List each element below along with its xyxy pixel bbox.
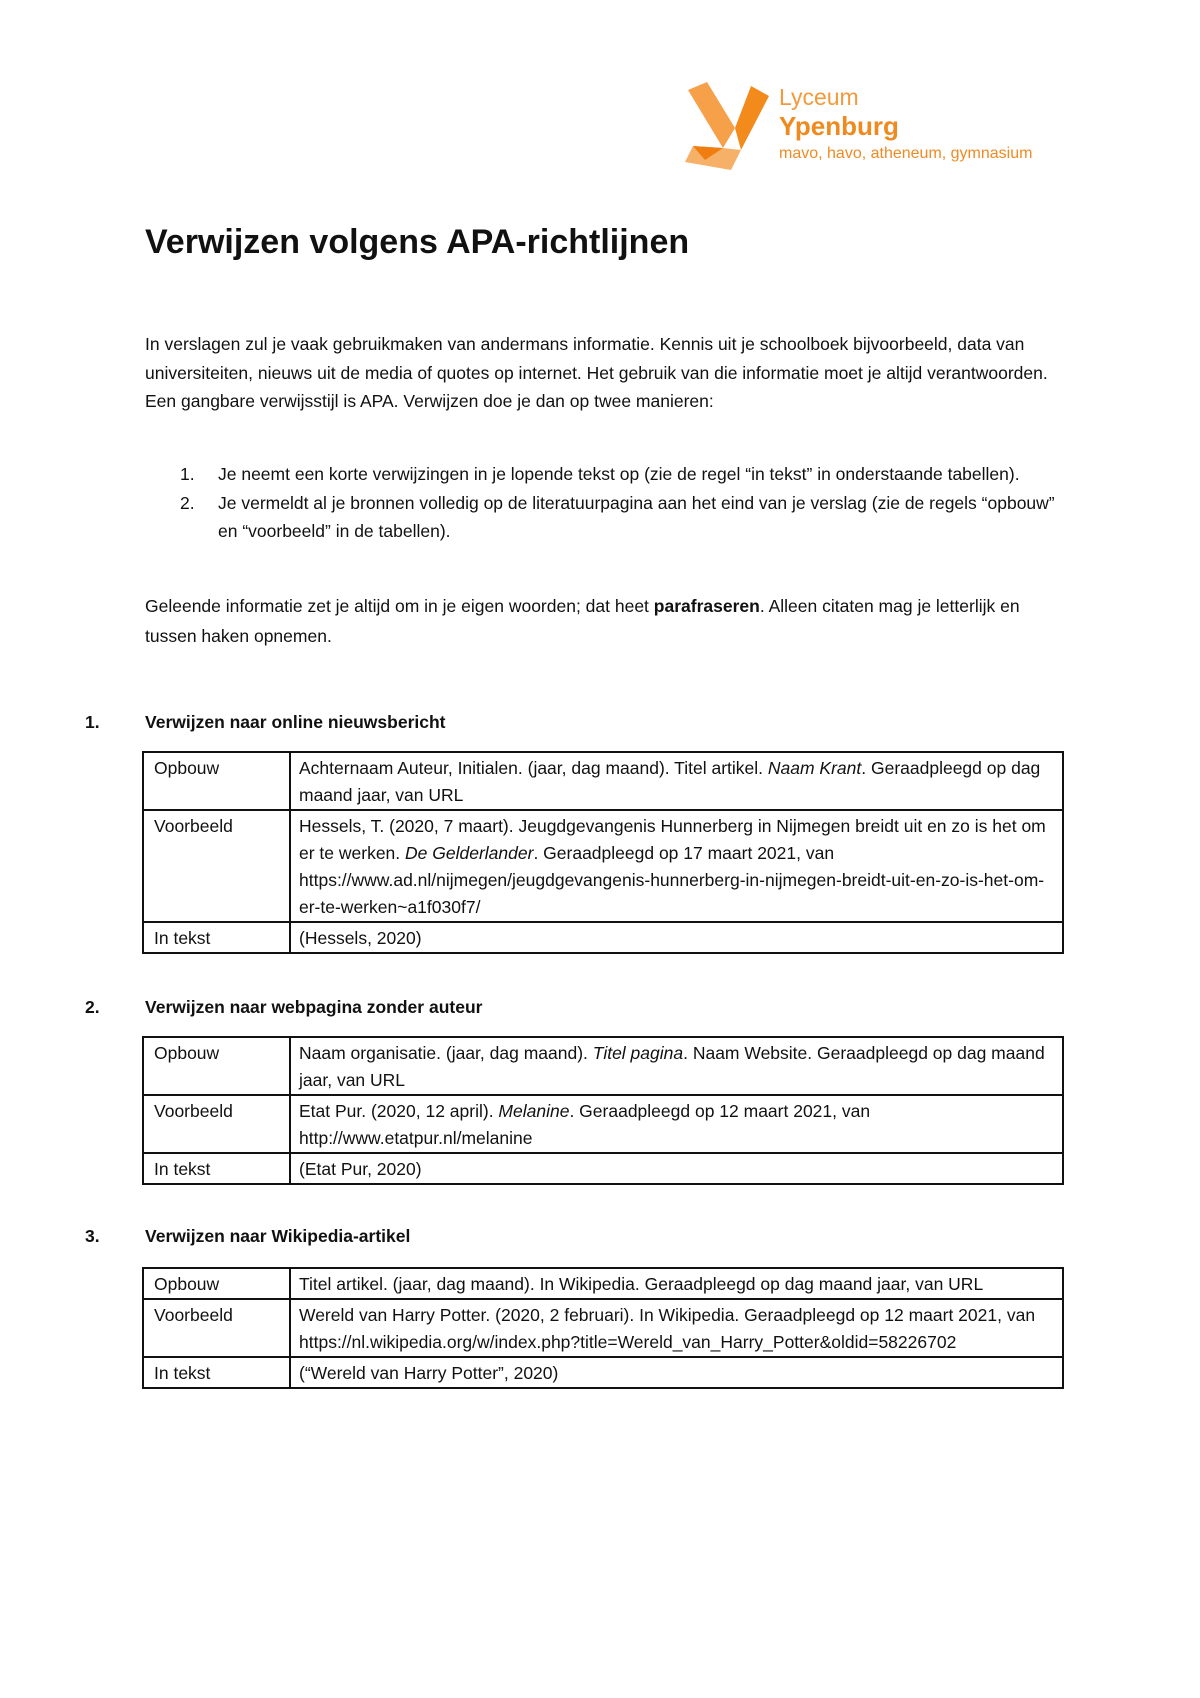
row-label: Opbouw — [143, 752, 290, 810]
row-label: In tekst — [143, 1357, 290, 1388]
table-row — [143, 810, 1063, 922]
intro-paragraph: In verslagen zul je vaak gebruikmaken van andermans informatie. Kennis uit je schoolboek bijvoorbeeld, data van universiteiten, nieuws uit de media of quotes op internet. Het gebruik van die informatie moet je altijd verantwoorden. Een gangbare verwijsstijl is APA. Verwijzen doe je dan op twee manieren: — [145, 334, 1048, 411]
section-title-text: Verwijzen naar Wikipedia-artikel — [145, 1226, 411, 1246]
row-label: Opbouw — [143, 1037, 290, 1095]
row-content: Achternaam Auteur, Initialen. (jaar, dag maand). Titel artikel. Naam Krant. Geraadpleegd op dag maand jaar, van URL — [290, 752, 1063, 810]
section-number: 3. — [85, 1226, 100, 1246]
table-row — [143, 1095, 1063, 1153]
reference-table — [142, 1036, 1064, 1185]
section-title-text: Verwijzen naar webpagina zonder auteur — [145, 997, 483, 1017]
section-number: 1. — [85, 712, 100, 732]
paragraph-text: . Alleen citaten mag je letterlijk en tussen haken opnemen. — [145, 596, 1020, 646]
row-content: Etat Pur. (2020, 12 april). Melanine. Geraadpleegd op 12 maart 2021, van http://www.etatpur.nl/melanine — [290, 1095, 1063, 1153]
numbered-list — [145, 460, 1070, 546]
school-logo — [683, 82, 1103, 172]
row-content: Wereld van Harry Potter. (2020, 2 februari). In Wikipedia. Geraadpleegd op 12 maart 2021, van https://nl.wikipedia.org/w/index.php?title=Wereld_van_Harry_Potter&oldid=58226702 — [290, 1299, 1063, 1357]
paraphrase-paragraph — [145, 591, 1070, 651]
row-label: In tekst — [143, 922, 290, 953]
row-label: Voorbeeld — [143, 810, 290, 922]
logo-line-lyceum: Lyceum — [779, 84, 859, 110]
bold-term: parafraseren — [653, 596, 760, 616]
paragraph-text: Geleende informatie zet je altijd om in je eigen woorden; dat heet — [145, 596, 654, 616]
section-number: 2. — [85, 997, 100, 1017]
list-item-number: 1. — [180, 464, 195, 484]
list-item-number: 2. — [180, 492, 195, 513]
table-row — [143, 1357, 1063, 1388]
row-content: Hessels, T. (2020, 7 maart). Jeugdgevangenis Hunnerberg in Nijmegen breidt uit en zo is het om er te werken. De Gelderlander. Geraadpleegd op 17 maart 2021, van https://www.ad.nl/nijmegen/jeugdgevangenis-hunnerberg-in-nijmegen-breidt-uit-en-zo-is-het-om-er-te-werken~a1f030f7/ — [290, 810, 1063, 922]
reference-table — [142, 1267, 1064, 1389]
list-item-text: Je neemt een korte verwijzingen in je lopende tekst op (zie de regel “in tekst” in onderstaande tabellen). — [218, 464, 1020, 484]
logo-line-ypenburg: Ypenburg — [779, 111, 899, 141]
page-title: Verwijzen volgens APA-richtlijnen — [145, 223, 690, 261]
row-content: (Hessels, 2020) — [290, 922, 1063, 953]
row-label: Voorbeeld — [143, 1299, 290, 1357]
table-row — [143, 1268, 1063, 1299]
row-content: (Etat Pur, 2020) — [290, 1153, 1063, 1184]
section-heading — [85, 997, 482, 1018]
row-content: Titel artikel. (jaar, dag maand). In Wikipedia. Geraadpleegd op dag maand jaar, van URL — [290, 1268, 1063, 1299]
row-content: Naam organisatie. (jaar, dag maand). Titel pagina. Naam Website. Geraadpleegd op dag maand jaar, van URL — [290, 1037, 1063, 1095]
reference-table — [142, 751, 1064, 954]
table-row — [143, 1037, 1063, 1095]
table-row — [143, 1299, 1063, 1357]
section-heading — [85, 712, 446, 733]
list-item — [145, 460, 1070, 489]
section-heading — [85, 1226, 410, 1247]
row-label: Opbouw — [143, 1268, 290, 1299]
table-row — [143, 922, 1063, 953]
list-item — [145, 489, 1070, 546]
row-label: In tekst — [143, 1153, 290, 1184]
logo-line-school-types: mavo, havo, atheneum, gymnasium — [779, 145, 1033, 162]
table-row — [143, 752, 1063, 810]
ypenburg-logo-icon — [683, 82, 773, 172]
row-label: Voorbeeld — [143, 1095, 290, 1153]
section-title-text: Verwijzen naar online nieuwsbericht — [145, 712, 446, 732]
row-content: (“Wereld van Harry Potter”, 2020) — [290, 1357, 1063, 1388]
table-row — [143, 1153, 1063, 1184]
list-item-text: Je vermeldt al je bronnen volledig op de literatuurpagina aan het eind van je verslag (zie de regels “opbouw” en “voorbeeld” in de tabellen). — [218, 492, 1055, 541]
